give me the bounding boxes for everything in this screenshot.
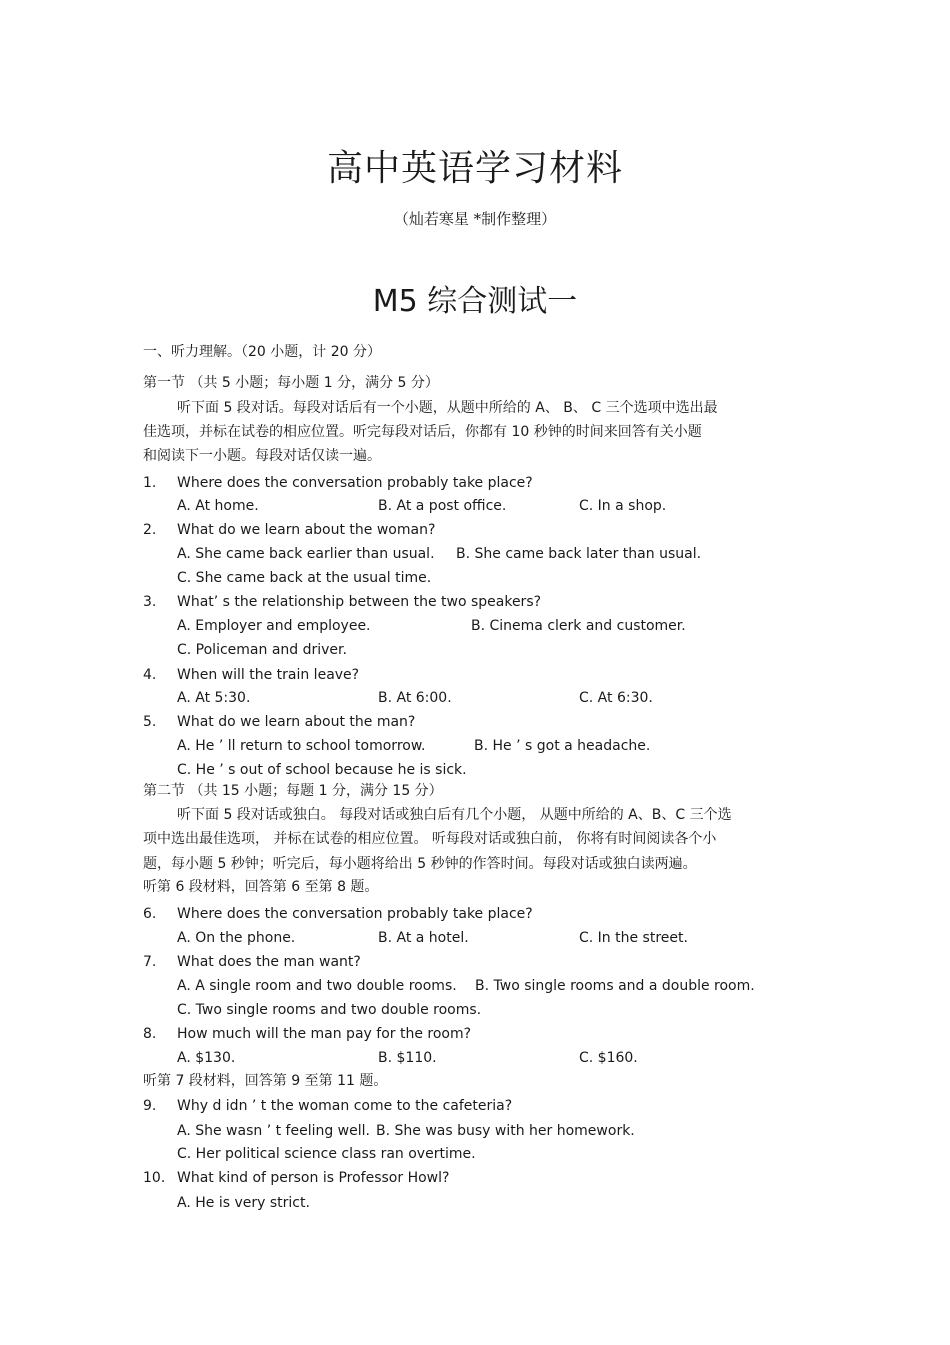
option-b: B. $110. [378, 1050, 437, 1066]
section2-heading: 第二节 （共 15 小题；每题 1 分，满分 15 分） [143, 783, 443, 799]
option-b: B. Cinema clerk and customer. [471, 618, 686, 634]
question-text: Where does the conversation probably take place? [177, 906, 533, 922]
question-text: Why d idn ’ t the woman come to the cafeteria? [177, 1098, 513, 1114]
section2-instruction-line2: 项中选出最佳选项， 并标在试卷的相应位置。 听每段对话或独白前， 你将有时间阅读各个小 [143, 831, 717, 847]
question-text: How much will the man pay for the room? [177, 1026, 472, 1042]
document-subtitle: （灿若寒星 *制作整理） [393, 210, 557, 228]
option-a: A. He is very strict. [177, 1195, 310, 1211]
option-b: B. She came back later than usual. [456, 546, 702, 562]
option-b: B. Two single rooms and a double room. [475, 978, 755, 994]
option-c: C. Two single rooms and two double rooms. [177, 1002, 482, 1018]
option-b: B. At 6:00. [378, 690, 452, 706]
question-text: What kind of person is Professor Howl? [177, 1170, 450, 1186]
option-c: C. In the street. [579, 930, 688, 946]
option-a: A. She wasn ’ t feeling well. [177, 1123, 370, 1139]
section2-instruction-line3: 题，每小题 5 秒钟；听完后，每小题将给出 5 秒钟的作答时间。每段对话或独白读两遍。 [143, 856, 697, 872]
question-text: When will the train leave? [177, 667, 360, 683]
option-c: C. He ’ s out of school because he is sick. [177, 762, 467, 778]
section2-instruction-line1: 听下面 5 段对话或独白。 每段对话或独白后有几个小题， 从题中所给的 A、B、C 三个选 [177, 807, 732, 823]
question-text: Where does the conversation probably take place? [177, 475, 533, 491]
option-a: A. $130. [177, 1050, 236, 1066]
question-number: 10. [143, 1170, 166, 1186]
question-number: 5. [143, 714, 157, 730]
option-c: C. Her political science class ran overtime. [177, 1146, 476, 1162]
part1-heading: 一、听力理解。（20 小题，计 20 分） [143, 344, 381, 360]
option-b: B. At a post office. [378, 498, 507, 514]
question-number: 4. [143, 667, 157, 683]
question-text: What does the man want? [177, 954, 361, 970]
question-number: 8. [143, 1026, 157, 1042]
test-title: M5 综合测试一 [372, 284, 578, 319]
option-c: C. In a shop. [579, 498, 667, 514]
option-a: A. At 5:30. [177, 690, 251, 706]
material-7-instruction: 听第 7 段材料，回答第 9 至第 11 题。 [143, 1073, 388, 1089]
option-a: A. At home. [177, 498, 259, 514]
question-text: What do we learn about the man? [177, 714, 416, 730]
question-number: 9. [143, 1098, 157, 1114]
option-b: B. She was busy with her homework. [376, 1123, 635, 1139]
question-number: 1. [143, 475, 157, 491]
question-text: What’ s the relationship between the two speakers? [177, 594, 542, 610]
option-b: B. At a hotel. [378, 930, 469, 946]
option-a: A. He ’ ll return to school tomorrow. [177, 738, 426, 754]
section1-instruction-line1: 听下面 5 段对话。每段对话后有一个小题，从题中所给的 A、 B、 C 三个选项中选出最 [177, 400, 718, 416]
question-text: What do we learn about the woman? [177, 522, 436, 538]
option-a: A. A single room and two double rooms. [177, 978, 457, 994]
question-number: 6. [143, 906, 157, 922]
option-a: A. She came back earlier than usual. [177, 546, 435, 562]
option-a: A. Employer and employee. [177, 618, 371, 634]
section1-instruction-line2: 佳选项，并标在试卷的相应位置。听完每段对话后，你都有 10 秒钟的时间来回答有关小题 [143, 424, 702, 440]
option-c: C. She came back at the usual time. [177, 570, 432, 586]
question-number: 7. [143, 954, 157, 970]
section1-heading: 第一节 （共 5 小题；每小题 1 分，满分 5 分） [143, 375, 439, 391]
section1-instruction-line3: 和阅读下一小题。每段对话仅读一遍。 [143, 448, 381, 464]
document-title: 高中英语学习材料 [326, 148, 623, 189]
question-number: 3. [143, 594, 157, 610]
question-number: 2. [143, 522, 157, 538]
option-c: C. At 6:30. [579, 690, 653, 706]
option-b: B. He ’ s got a headache. [474, 738, 651, 754]
option-c: C. Policeman and driver. [177, 642, 347, 658]
material-6-instruction: 听第 6 段材料，回答第 6 至第 8 题。 [143, 879, 379, 895]
option-c: C. $160. [579, 1050, 638, 1066]
option-a: A. On the phone. [177, 930, 296, 946]
